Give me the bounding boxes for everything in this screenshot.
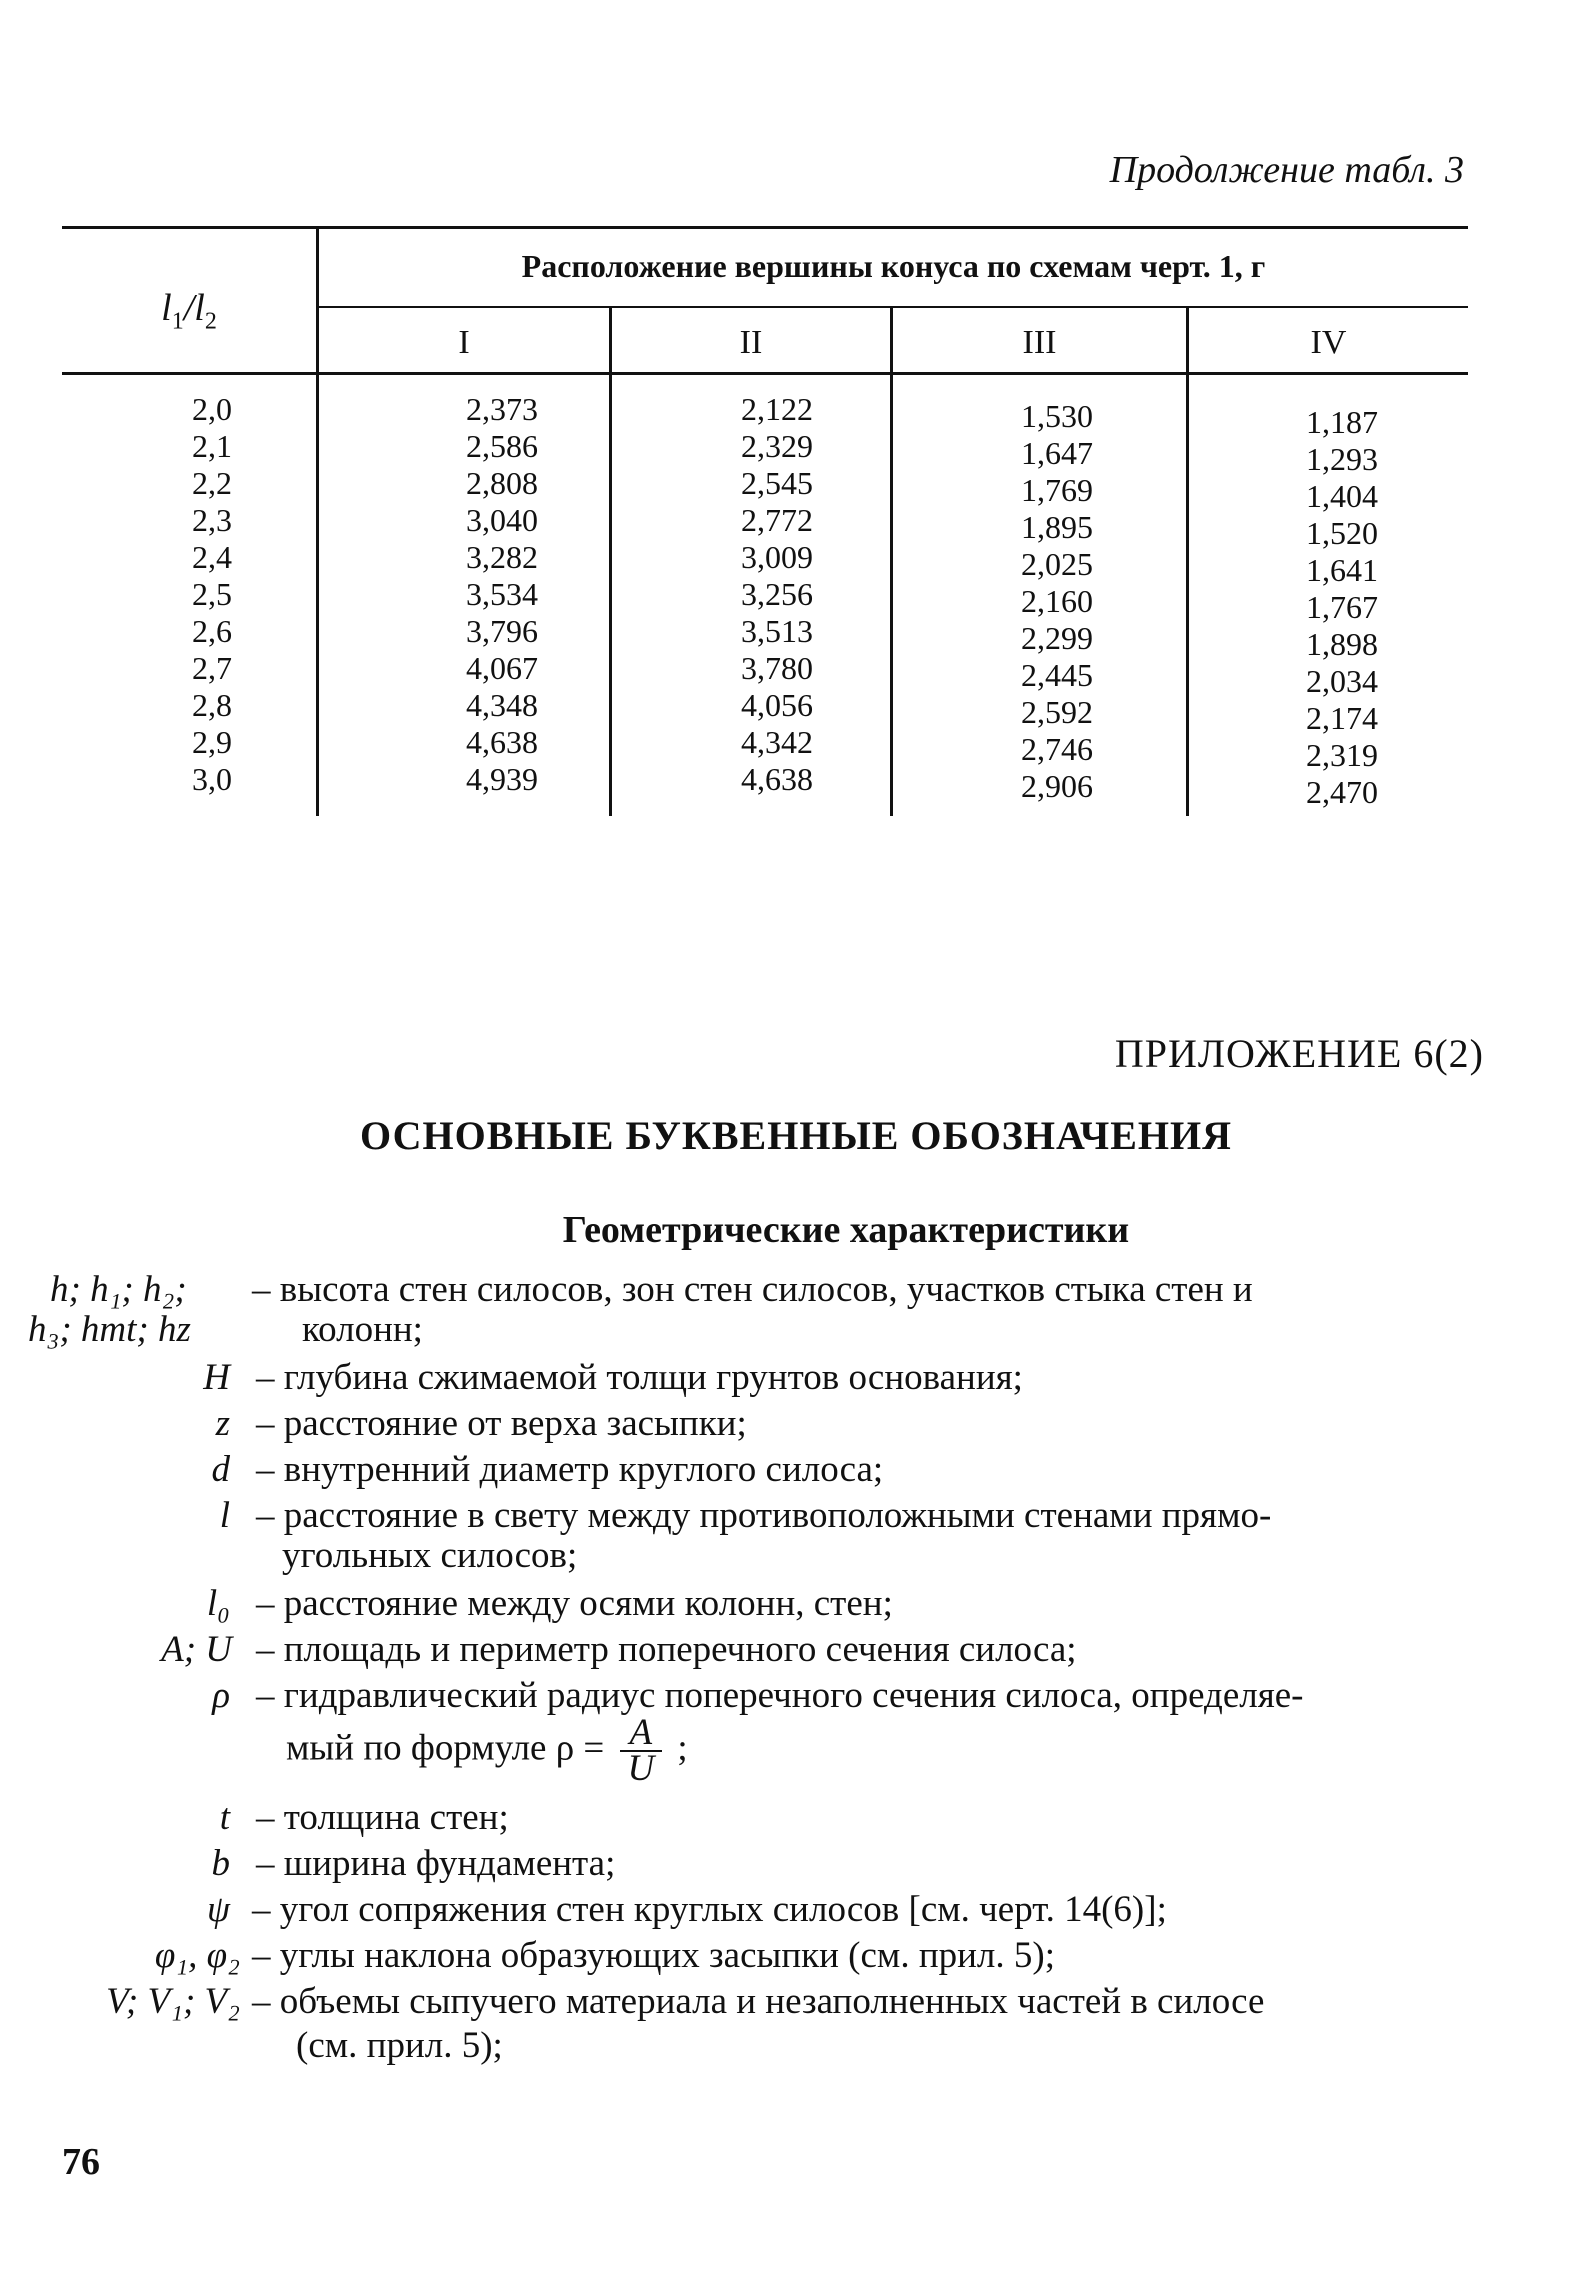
definition-text: – гидравлический радиус поперечного сечения силоса, определяе- [256,1675,1304,1716]
value-cell: 4,638 [741,761,813,797]
vertex-position-header: Расположение вершины конуса по схемам черт. 1, г [521,248,1266,284]
page-number: 76 [62,2141,100,2183]
value-cell: 3,040 [466,502,538,538]
section-title: Геометрические характеристики [562,1209,1130,1251]
definition-text: – расстояние в свету между противоположными стенами прямо- [256,1495,1272,1536]
formula-fraction [620,1712,663,1789]
ratio-cell: 2,0 [192,391,232,427]
definition-symbol: φ₁, φ₂ [154,1935,240,1976]
definition-text: – расстояние от верха засыпки; [256,1403,747,1444]
continuation-label: Продолжение табл. 3 [1109,149,1464,191]
value-cell: 2,746 [1021,731,1093,767]
value-cell: 2,772 [741,502,813,538]
value-cell: 2,034 [1306,663,1378,699]
definition-text: – площадь и периметр поперечного сечения силоса; [256,1629,1077,1670]
value-cell: 1,647 [1021,435,1093,471]
definition-symbol: ψ [207,1889,230,1930]
value-cell: 2,160 [1021,583,1093,619]
definition-text: – внутренний диаметр круглого силоса; [256,1449,884,1490]
value-cell: 4,056 [741,687,813,723]
definition-text: – расстояние между осями колонн, стен; [256,1583,893,1624]
formula-line [286,1712,1468,1789]
ratio-column [162,391,262,798]
ratio-cell: 2,3 [192,502,232,538]
value-cell: 1,898 [1306,626,1378,662]
definition-symbol: l₀ [206,1583,230,1624]
value-cell: 1,641 [1306,552,1378,588]
value-cell: 2,122 [741,391,813,427]
column-iii-values [997,398,1117,805]
value-cell: 1,293 [1306,441,1378,477]
definition-text: колонн; [302,1309,423,1350]
table-top-rule [62,226,1468,229]
formula-suffix: ; [677,1727,688,1769]
value-cell: 1,769 [1021,472,1093,508]
value-cell: 3,513 [741,613,813,649]
value-cell: 3,256 [741,576,813,612]
ratio-cell: 2,4 [192,539,232,575]
value-cell: 1,520 [1306,515,1378,551]
ratio-cell: 2,9 [192,724,232,760]
definition-symbol: t [219,1797,230,1838]
appendix-label: ПРИЛОЖЕНИЕ 6(2) [1114,1031,1484,1076]
definition-symbol: H [203,1357,230,1398]
value-cell: 3,282 [466,539,538,575]
value-cell: 4,342 [741,724,813,760]
value-cell: 1,530 [1021,398,1093,434]
table-vrule-4 [1186,306,1189,816]
definition-text: – высота стен силосов, зон стен силосов, участков стыка стен и [252,1269,1253,1310]
column-ii-values [717,391,837,798]
definition-symbol: l [219,1495,230,1536]
definition-symbol: z [215,1403,230,1444]
definition-text: – объемы сыпучего материала и незаполненных частей в силосе [252,1981,1265,2022]
value-cell: 2,906 [1021,768,1093,804]
table-vrule-2 [609,306,612,816]
value-cell: 1,895 [1021,509,1093,545]
column-header-iii: III [1022,324,1057,361]
value-cell: 4,638 [466,724,538,760]
fraction-numerator: A [620,1716,663,1752]
value-cell: 2,373 [466,391,538,427]
column-iv-values [1282,404,1402,811]
value-cell: 2,329 [741,428,813,464]
column-header-i: I [458,324,470,361]
ratio-cell: 2,2 [192,465,232,501]
value-cell: 2,586 [466,428,538,464]
definition-symbol: h; h₁; h₂; [50,1269,187,1310]
column-i-values [442,391,562,798]
definition-text: – угол сопряжения стен круглых силосов [см. черт. 14(6)]; [252,1889,1167,1930]
definition-text: (см. прил. 5); [296,2025,503,2066]
ratio-cell: 2,5 [192,576,232,612]
value-cell: 3,796 [466,613,538,649]
value-cell: 2,025 [1021,546,1093,582]
value-cell: 2,592 [1021,694,1093,730]
fraction-denominator: U [627,1748,655,1789]
definition-symbol: A; U [161,1629,232,1670]
value-cell: 3,534 [466,576,538,612]
table-vrule-1 [316,226,319,816]
ratio-cell: 2,7 [192,650,232,686]
data-table [62,226,1468,826]
value-cell: 2,445 [1021,657,1093,693]
definition-text: – глубина сжимаемой толщи грунтов основания; [256,1357,1023,1398]
ratio-cell: 2,1 [192,428,232,464]
definition-text: угольных силосов; [282,1535,578,1576]
table-vrule-3 [890,306,893,816]
value-cell: 2,299 [1021,620,1093,656]
formula-prefix: мый по формуле ρ = [286,1727,605,1769]
definition-symbol: d [211,1449,230,1490]
column-header-ii: II [739,324,763,361]
value-cell: 3,780 [741,650,813,686]
definition-text: – ширина фундамента; [256,1843,616,1884]
table-header-rule [62,372,1468,375]
value-cell: 4,939 [466,761,538,797]
value-cell: 1,187 [1306,404,1378,440]
value-cell: 2,545 [741,465,813,501]
value-cell: 1,404 [1306,478,1378,514]
value-cell: 2,319 [1306,737,1378,773]
value-cell: 2,470 [1306,774,1378,810]
ratio-cell: 2,6 [192,613,232,649]
definition-symbol: ρ [212,1675,230,1716]
value-cell: 1,767 [1306,589,1378,625]
definition-symbol: b [211,1843,230,1884]
value-cell: 4,348 [466,687,538,723]
value-cell: 3,009 [741,539,813,575]
definition-symbol: V; V₁; V₂ [106,1981,240,2022]
value-cell: 2,174 [1306,700,1378,736]
ratio-header: $l_1/l_2$ [161,287,217,335]
ratio-cell: 3,0 [192,761,232,797]
main-title: ОСНОВНЫЕ БУКВЕННЫЕ ОБОЗНАЧЕНИЯ [360,1113,1232,1158]
definition-symbol: h₃; hmt; hz [28,1309,191,1350]
column-header-iv: IV [1310,324,1347,361]
definition-text: – углы наклона образующих засыпки (см. прил. 5); [252,1935,1055,1976]
ratio-cell: 2,8 [192,687,232,723]
definition-text: – толщина стен; [256,1797,509,1838]
value-cell: 4,067 [466,650,538,686]
value-cell: 2,808 [466,465,538,501]
